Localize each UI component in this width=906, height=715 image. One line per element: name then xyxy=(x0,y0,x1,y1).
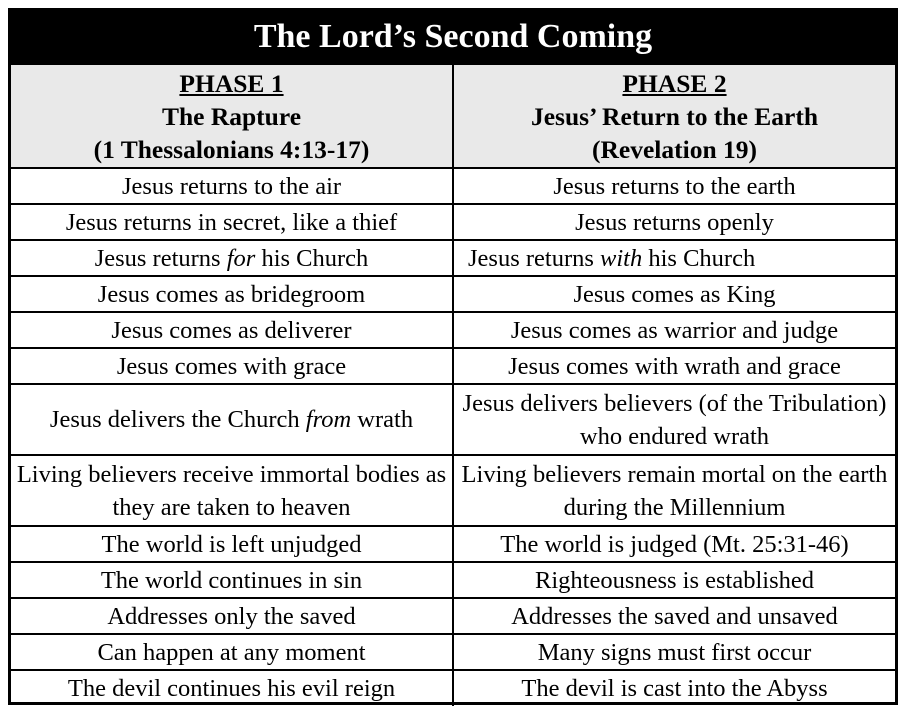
cell-text-after: his Church xyxy=(642,244,756,272)
phase2-cell xyxy=(454,671,895,706)
cell-text-before: Jesus returns to the air xyxy=(121,172,342,200)
phase1-cell xyxy=(11,313,454,349)
cell-text xyxy=(535,564,814,597)
phase2-cell xyxy=(454,635,895,671)
cell-text xyxy=(468,242,755,275)
cell-text-before: Many signs must first occur xyxy=(537,638,812,666)
cell-text-before: Can happen at any moment xyxy=(97,638,366,666)
cell-text xyxy=(68,672,395,705)
phase2-cell xyxy=(454,205,895,241)
cell-text-before: Jesus returns xyxy=(94,244,227,272)
phase1-cell xyxy=(11,205,454,241)
cell-text xyxy=(553,170,795,203)
cell-text xyxy=(50,403,413,436)
cell-text-before: Jesus comes as King xyxy=(573,280,776,308)
cell-text-before: The world continues in sin xyxy=(100,566,363,594)
cell-text xyxy=(573,278,775,311)
cell-text xyxy=(521,672,827,705)
cell-text xyxy=(122,170,341,203)
cell-text xyxy=(575,206,774,239)
cell-text-before: Jesus comes with wrath and grace xyxy=(508,352,841,380)
phase2-cell xyxy=(454,169,895,205)
cell-text-before: Addresses only the saved xyxy=(107,602,356,630)
cell-text-emphasis: from xyxy=(305,406,352,433)
phase1-cell xyxy=(11,527,454,563)
cell-text-emphasis: with xyxy=(600,244,643,272)
cell-text xyxy=(117,350,346,383)
cell-text xyxy=(101,564,362,597)
cell-text xyxy=(102,528,362,561)
cell-text xyxy=(511,314,838,347)
phase1-cell xyxy=(11,349,454,385)
phase1-label: PHASE 1 xyxy=(179,68,284,98)
cell-text-before: Living believers receive immortal bodies as they are taken to heaven xyxy=(16,460,447,521)
cell-text-before: Jesus comes as deliverer xyxy=(111,316,352,344)
cell-text xyxy=(98,278,365,311)
phase2-cell xyxy=(454,349,895,385)
table-title: The Lord’s Second Coming xyxy=(11,11,895,65)
cell-text-before: Jesus delivers the Church xyxy=(49,406,306,433)
cell-text-before: Jesus returns in secret, like a thief xyxy=(65,208,398,236)
cell-text xyxy=(458,458,891,524)
cell-text xyxy=(95,242,369,275)
cell-text xyxy=(508,350,841,383)
cell-text-before: Jesus comes with grace xyxy=(116,352,347,380)
phase2-cell xyxy=(454,313,895,349)
phase2-name: Jesus’ Return to the Earth xyxy=(530,101,819,131)
cell-text-before: The devil is cast into the Abyss xyxy=(521,675,828,702)
cell-text xyxy=(458,387,891,453)
phase2-label: PHASE 2 xyxy=(622,68,727,98)
cell-text xyxy=(511,600,838,633)
cell-text-emphasis: for xyxy=(226,244,256,272)
cell-text xyxy=(107,600,355,633)
cell-text xyxy=(66,206,397,239)
cell-text-before: Living believers remain mortal on the earth during the Millennium xyxy=(461,460,888,521)
cell-text xyxy=(111,314,351,347)
cell-text-after: his Church xyxy=(255,244,369,272)
phase1-header xyxy=(11,65,454,169)
cell-text-before: Jesus returns xyxy=(468,244,601,272)
comparison-table xyxy=(8,8,898,705)
cell-text-before: The world is judged (Mt. 25:31-46) xyxy=(500,530,849,558)
cell-text-before: Jesus returns openly xyxy=(575,208,774,236)
cell-text-before: Jesus comes as bridegroom xyxy=(97,280,366,308)
cell-text-before: Jesus returns to the earth xyxy=(553,172,796,200)
phase2-cell xyxy=(454,599,895,635)
phase1-cell xyxy=(11,671,454,706)
phase2-cell xyxy=(454,241,895,277)
phase1-reference: (1 Thessalonians 4:13-17) xyxy=(93,134,370,164)
phase2-cell xyxy=(454,527,895,563)
phase2-header xyxy=(454,65,895,169)
phase2-cell xyxy=(454,385,895,456)
phase1-cell xyxy=(11,169,454,205)
cell-text-before: Addresses the saved and unsaved xyxy=(511,602,838,630)
phase1-cell xyxy=(11,385,454,456)
phase1-cell xyxy=(11,241,454,277)
phase2-cell xyxy=(454,563,895,599)
phase1-cell xyxy=(11,456,454,527)
cell-text-before: The world is left unjudged xyxy=(101,530,362,558)
phase2-cell xyxy=(454,277,895,313)
phase1-cell xyxy=(11,277,454,313)
phase1-name: The Rapture xyxy=(161,101,302,131)
cell-text xyxy=(15,458,448,524)
cell-text-before: The devil continues his evil reign xyxy=(67,675,396,702)
cell-text-before: Jesus delivers believers (of the Tribulation) who endured wrath xyxy=(462,389,887,450)
cell-text xyxy=(500,528,848,561)
cell-text-before: Jesus comes as warrior and judge xyxy=(510,316,839,344)
cell-text-before: Righteousness is established xyxy=(534,566,814,594)
phase1-cell xyxy=(11,599,454,635)
phase2-reference: (Revelation 19) xyxy=(591,134,757,164)
phase2-cell xyxy=(454,456,895,527)
phase1-cell xyxy=(11,635,454,671)
phase1-cell xyxy=(11,563,454,599)
cell-text xyxy=(97,636,365,669)
cell-text-after: wrath xyxy=(351,406,414,433)
cell-text xyxy=(538,636,812,669)
